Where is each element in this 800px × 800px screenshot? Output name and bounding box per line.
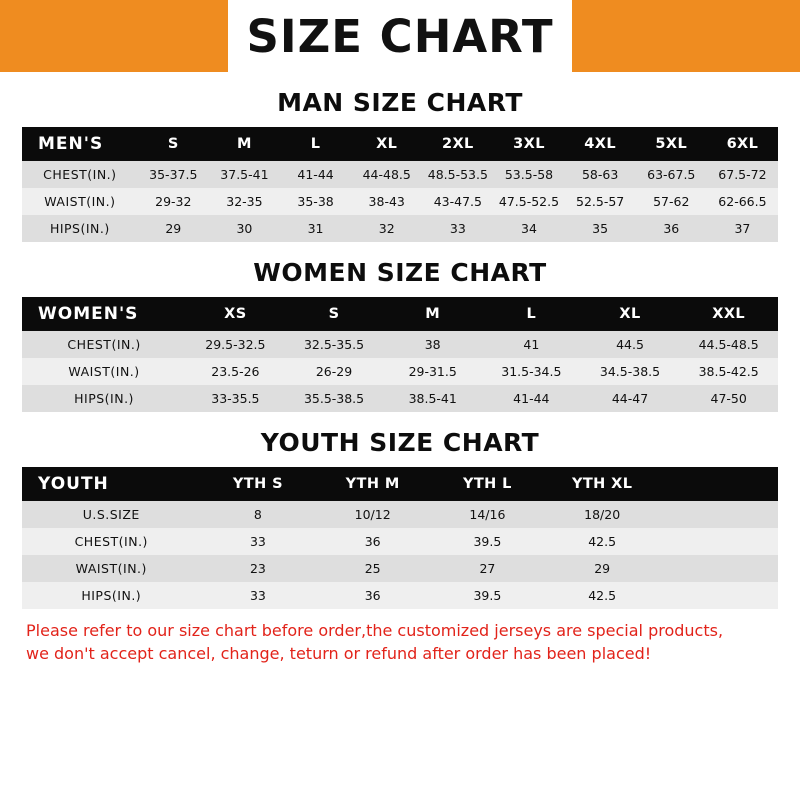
section-women bbox=[0, 258, 800, 412]
header-banner-inner bbox=[228, 0, 571, 72]
table-cell: 29 bbox=[594, 561, 611, 576]
men-table-body bbox=[22, 161, 778, 242]
table-cell: 26-29 bbox=[315, 364, 353, 379]
table-cell-spacer bbox=[660, 555, 778, 582]
table-cell: 44-48.5 bbox=[362, 167, 411, 182]
table-cell: 32-35 bbox=[226, 194, 263, 209]
women-size-table bbox=[22, 297, 778, 412]
table-cell: 35-38 bbox=[297, 194, 334, 209]
table-cell: 34 bbox=[521, 221, 537, 236]
youth-table-body bbox=[22, 501, 778, 609]
table-cell: 43-47.5 bbox=[433, 194, 482, 209]
footer-note-line-1: Please refer to our size chart before order,the customized jerseys are special products, bbox=[26, 621, 724, 640]
women-table-body bbox=[22, 331, 778, 412]
table-cell: 42.5 bbox=[588, 588, 617, 603]
table-cell: 29.5-32.5 bbox=[205, 337, 266, 352]
table-cell: 63-67.5 bbox=[647, 167, 696, 182]
header-banner bbox=[0, 0, 800, 72]
youth-row-label-us-size: U.S.SIZE bbox=[82, 507, 140, 522]
section-man bbox=[0, 88, 800, 242]
women-header-m: M bbox=[425, 306, 441, 322]
youth-header-m: YTH M bbox=[345, 476, 400, 492]
table-row bbox=[22, 555, 778, 582]
men-header-2xl: 2XL bbox=[441, 136, 474, 152]
youth-header-xl: YTH XL bbox=[571, 476, 633, 492]
table-cell: 8 bbox=[253, 507, 262, 522]
table-cell-spacer bbox=[660, 582, 778, 609]
table-row bbox=[22, 528, 778, 555]
table-row bbox=[22, 215, 778, 242]
section-title-man: MAN SIZE CHART bbox=[277, 88, 523, 117]
table-cell: 58-63 bbox=[581, 167, 619, 182]
table-row bbox=[22, 582, 778, 609]
men-header-label: MEN'S bbox=[38, 134, 104, 154]
table-cell: 32 bbox=[378, 221, 395, 236]
table-cell: 38.5-41 bbox=[408, 391, 457, 406]
table-row bbox=[22, 331, 778, 358]
table-cell: 37 bbox=[734, 221, 751, 236]
table-row bbox=[22, 358, 778, 385]
women-header-xl: XL bbox=[619, 306, 641, 322]
table-cell: 36 bbox=[364, 534, 381, 549]
women-header-label: WOMEN'S bbox=[38, 304, 139, 324]
table-cell: 30 bbox=[236, 221, 253, 236]
men-header-s: S bbox=[167, 136, 179, 152]
table-cell: 25 bbox=[364, 561, 381, 576]
table-cell: 42.5 bbox=[588, 534, 617, 549]
table-cell: 39.5 bbox=[473, 534, 502, 549]
table-cell: 23 bbox=[249, 561, 266, 576]
table-cell: 10/12 bbox=[354, 507, 391, 522]
table-cell: 38.5-42.5 bbox=[698, 364, 759, 379]
table-row bbox=[22, 385, 778, 412]
women-header-l: L bbox=[526, 306, 537, 322]
table-cell: 41-44 bbox=[297, 167, 334, 182]
table-cell: 37.5-41 bbox=[220, 167, 269, 182]
men-header-3xl: 3XL bbox=[513, 136, 545, 152]
table-cell: 34.5-38.5 bbox=[599, 364, 661, 379]
men-row-label-hips: HIPS(IN.) bbox=[49, 221, 110, 236]
women-header-xxl: XXL bbox=[712, 306, 746, 322]
table-cell: 33 bbox=[249, 588, 266, 603]
women-row-label-chest: CHEST(IN.) bbox=[67, 337, 141, 352]
youth-header-l: YTH L bbox=[462, 476, 512, 492]
table-cell: 32.5-35.5 bbox=[303, 337, 365, 352]
table-row bbox=[22, 161, 778, 188]
youth-row-label-waist: WAIST(IN.) bbox=[75, 561, 147, 576]
table-cell: 62-66.5 bbox=[718, 194, 767, 209]
table-cell: 35 bbox=[592, 221, 609, 236]
table-header-row bbox=[22, 127, 778, 161]
youth-row-label-hips: HIPS(IN.) bbox=[81, 588, 142, 603]
youth-header-label: YOUTH bbox=[38, 474, 109, 494]
table-cell: 57-62 bbox=[653, 194, 690, 209]
men-header-m: M bbox=[237, 136, 252, 152]
page-title: SIZE CHART bbox=[246, 9, 554, 63]
men-size-table bbox=[22, 127, 778, 242]
table-cell: 41-44 bbox=[513, 391, 550, 406]
table-cell: 14/16 bbox=[469, 507, 506, 522]
table-cell: 48.5-53.5 bbox=[427, 167, 488, 182]
men-header-5xl: 5XL bbox=[655, 136, 688, 152]
table-cell-spacer bbox=[660, 528, 778, 555]
table-cell: 44.5-48.5 bbox=[698, 337, 759, 352]
women-table-header bbox=[22, 297, 778, 331]
table-cell: 67.5-72 bbox=[718, 167, 767, 182]
table-cell: 29-31.5 bbox=[408, 364, 457, 379]
table-cell: 47-50 bbox=[710, 391, 747, 406]
youth-row-label-chest: CHEST(IN.) bbox=[74, 534, 148, 549]
table-cell: 35-37.5 bbox=[149, 167, 198, 182]
youth-header-spacer bbox=[660, 467, 778, 501]
table-cell: 38 bbox=[424, 337, 441, 352]
table-cell: 47.5-52.5 bbox=[498, 194, 560, 209]
table-cell: 44.5 bbox=[616, 337, 644, 352]
women-header-s: S bbox=[328, 306, 340, 322]
table-cell: 29-32 bbox=[155, 194, 192, 209]
table-cell: 52.5-57 bbox=[576, 194, 625, 209]
men-table-header bbox=[22, 127, 778, 161]
footer-note-line-2: we don't accept cancel, change, teturn or refund after order has been placed! bbox=[26, 644, 652, 664]
women-header-xs: XS bbox=[224, 306, 247, 322]
table-cell: 41 bbox=[523, 337, 540, 352]
table-cell: 35.5-38.5 bbox=[303, 391, 365, 406]
table-cell: 31.5-34.5 bbox=[501, 364, 562, 379]
table-cell: 36 bbox=[663, 221, 680, 236]
women-row-label-waist: WAIST(IN.) bbox=[68, 364, 140, 379]
table-cell: 18/20 bbox=[584, 507, 621, 522]
table-row bbox=[22, 501, 778, 528]
table-cell: 33 bbox=[249, 534, 266, 549]
section-title-youth: YOUTH SIZE CHART bbox=[260, 428, 540, 457]
table-cell: 33-35.5 bbox=[211, 391, 260, 406]
men-header-xl: XL bbox=[376, 136, 398, 152]
table-cell: 44-47 bbox=[611, 391, 649, 406]
table-cell: 27 bbox=[479, 561, 496, 576]
table-cell: 38-43 bbox=[368, 194, 405, 209]
men-row-label-waist: WAIST(IN.) bbox=[44, 194, 116, 209]
footer-note bbox=[0, 609, 800, 665]
table-cell-spacer bbox=[660, 501, 778, 528]
youth-size-table bbox=[22, 467, 778, 609]
table-cell: 33 bbox=[449, 221, 466, 236]
table-cell: 39.5 bbox=[473, 588, 502, 603]
section-title-women: WOMEN SIZE CHART bbox=[253, 258, 547, 287]
table-cell: 31 bbox=[307, 221, 324, 236]
table-cell: 36 bbox=[364, 588, 381, 603]
youth-table-header bbox=[22, 467, 778, 501]
men-header-l: L bbox=[310, 136, 321, 152]
table-header-row bbox=[22, 297, 778, 331]
men-header-4xl: 4XL bbox=[584, 136, 616, 152]
table-cell: 23.5-26 bbox=[211, 364, 260, 379]
men-header-6xl: 6XL bbox=[726, 136, 759, 152]
section-youth bbox=[0, 428, 800, 609]
women-row-label-hips: HIPS(IN.) bbox=[74, 391, 134, 406]
table-row bbox=[22, 188, 778, 215]
table-cell: 29 bbox=[165, 221, 182, 236]
table-header-row bbox=[22, 467, 778, 501]
table-cell: 53.5-58 bbox=[504, 167, 554, 182]
men-row-label-chest: CHEST(IN.) bbox=[43, 167, 117, 182]
youth-header-s: YTH S bbox=[232, 476, 283, 492]
